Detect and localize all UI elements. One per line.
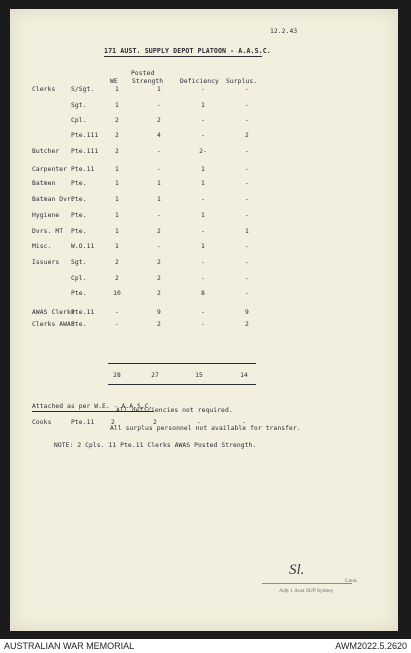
signature-stamp: Adjt 1 Aust SUP Sydney bbox=[279, 588, 334, 594]
table-cell-deficiency: 1 bbox=[201, 102, 205, 109]
table-cell-we: 1 bbox=[115, 102, 119, 109]
table-cell-we: 1 bbox=[115, 86, 119, 93]
table-cell-deficiency: 1 bbox=[201, 180, 205, 187]
table-cell-trade: AWAS Clerks bbox=[32, 309, 75, 316]
table-cell-posted: 1 bbox=[157, 180, 161, 187]
table-cell-surplus: - bbox=[245, 290, 249, 297]
table-cell-rank: Sgt. bbox=[71, 102, 87, 109]
table-cell-posted: 1 bbox=[157, 196, 161, 203]
signature-rank: Lieut. bbox=[345, 578, 358, 584]
table-cell-rank: Pte. bbox=[71, 180, 87, 187]
document-title: 171 AUST. SUPPLY DEPOT PLATOON - A.A.S.C. bbox=[104, 47, 271, 55]
attached-posted: 2 bbox=[153, 419, 157, 426]
table-cell-we: 1 bbox=[115, 180, 119, 187]
table-cell-rank: Cpl. bbox=[71, 117, 87, 124]
table-cell-trade: Hygiene bbox=[32, 212, 60, 219]
table-cell-we: - bbox=[115, 309, 119, 316]
title-underline bbox=[104, 56, 262, 57]
table-cell-deficiency: 2- bbox=[199, 148, 207, 155]
table-cell-deficiency: 8 bbox=[201, 290, 205, 297]
totals-line-bottom bbox=[108, 384, 256, 385]
footer-accession: AWM2022.5.2620 bbox=[335, 641, 407, 651]
table-cell-posted: 1 bbox=[157, 86, 161, 93]
table-cell-we: 1 bbox=[115, 228, 119, 235]
table-cell-we: 1 bbox=[115, 212, 119, 219]
table-cell-rank: Pte.11 bbox=[71, 166, 95, 173]
document-date: 12.2.43 bbox=[270, 28, 298, 35]
table-cell-posted: - bbox=[157, 148, 161, 155]
table-cell-trade: Batmen bbox=[32, 180, 56, 187]
total-posted: 27 bbox=[151, 372, 159, 379]
header-we: WE bbox=[110, 78, 118, 85]
table-cell-rank: Pte. bbox=[71, 290, 87, 297]
table-cell-rank: Cpl. bbox=[71, 275, 87, 282]
table-cell-surplus: - bbox=[245, 259, 249, 266]
table-cell-trade: Clerks bbox=[32, 86, 56, 93]
table-cell-trade: Misc. bbox=[32, 243, 52, 250]
note-surplus: All surplus personnel not available for transfer. bbox=[110, 425, 301, 432]
table-cell-rank: Pte.111 bbox=[71, 132, 99, 139]
total-we: 28 bbox=[113, 372, 121, 379]
table-cell-rank: S/Sgt. bbox=[71, 86, 95, 93]
table-cell-we: 10 bbox=[113, 290, 121, 297]
table-cell-surplus: - bbox=[245, 212, 249, 219]
table-cell-posted: - bbox=[157, 243, 161, 250]
table-cell-deficiency: - bbox=[201, 132, 205, 139]
table-cell-we: 2 bbox=[115, 132, 119, 139]
footer-institution: AUSTRALIAN WAR MEMORIAL bbox=[4, 641, 135, 651]
table-cell-we: - bbox=[115, 321, 119, 328]
attached-surplus: - bbox=[242, 419, 246, 426]
signature-line bbox=[262, 583, 352, 584]
table-cell-we: 2 bbox=[115, 117, 119, 124]
table-cell-surplus: 1 bbox=[245, 228, 249, 235]
table-cell-deficiency: - bbox=[201, 321, 205, 328]
table-cell-surplus: - bbox=[245, 86, 249, 93]
table-cell-rank: W.O.11 bbox=[71, 243, 95, 250]
table-cell-posted: - bbox=[157, 212, 161, 219]
table-cell-we: 1 bbox=[115, 196, 119, 203]
table-cell-surplus: - bbox=[245, 102, 249, 109]
table-cell-deficiency: - bbox=[201, 275, 205, 282]
header-strength: Strength bbox=[132, 78, 164, 85]
table-cell-rank: Pte. bbox=[71, 196, 87, 203]
table-cell-we: 2 bbox=[115, 148, 119, 155]
table-cell-posted: 2 bbox=[157, 290, 161, 297]
table-cell-trade: Clerks AWAS bbox=[32, 321, 75, 328]
table-cell-deficiency: - bbox=[201, 86, 205, 93]
table-cell-deficiency: 1 bbox=[201, 166, 205, 173]
header-deficiency: Deficiency bbox=[180, 78, 219, 85]
table-cell-we: 2 bbox=[115, 275, 119, 282]
header-surplus: Surplus. bbox=[226, 78, 258, 85]
table-cell-surplus: 2 bbox=[245, 132, 249, 139]
table-cell-surplus: - bbox=[245, 275, 249, 282]
totals-line-top bbox=[108, 363, 256, 364]
table-cell-surplus: - bbox=[245, 166, 249, 173]
table-cell-we: 2 bbox=[115, 259, 119, 266]
table-cell-deficiency: - bbox=[201, 259, 205, 266]
table-cell-rank: Pte.111 bbox=[71, 148, 99, 155]
attached-rank: Pte.11 bbox=[71, 419, 95, 426]
table-cell-posted: 9 bbox=[157, 309, 161, 316]
note-deficiencies: All deficiencies not required. bbox=[116, 407, 233, 414]
table-cell-rank: Pte. bbox=[71, 228, 87, 235]
table-cell-posted: 4 bbox=[157, 132, 161, 139]
table-cell-posted: 2 bbox=[157, 275, 161, 282]
total-deficiency: 15 bbox=[195, 372, 203, 379]
table-cell-rank: Sgt. bbox=[71, 259, 87, 266]
table-cell-trade: Batman Dvr. bbox=[32, 196, 75, 203]
table-cell-deficiency: - bbox=[201, 309, 205, 316]
signature-mark: Sl. bbox=[289, 562, 305, 578]
attached-trade: Cooks bbox=[32, 419, 52, 426]
table-cell-we: 1 bbox=[115, 243, 119, 250]
note-awas: NOTE: 2 Cpls. 11 Pte.11 Clerks AWAS Posted Strength. bbox=[54, 442, 257, 449]
table-cell-posted: 2 bbox=[157, 228, 161, 235]
table-cell-surplus: - bbox=[245, 148, 249, 155]
attached-we: 2 bbox=[111, 419, 115, 426]
table-cell-posted: - bbox=[157, 166, 161, 173]
table-cell-trade: Butcher bbox=[32, 148, 60, 155]
table-cell-trade: Dvrs. MT bbox=[32, 228, 64, 235]
attached-heading: Attached as per W.E. - A.A.S.C. bbox=[32, 403, 153, 410]
table-cell-rank: Pte. bbox=[71, 321, 87, 328]
table-cell-surplus: 9 bbox=[245, 309, 249, 316]
table-cell-we: 1 bbox=[115, 166, 119, 173]
header-posted: Posted bbox=[131, 70, 155, 77]
table-cell-deficiency: - bbox=[201, 228, 205, 235]
table-cell-posted: - bbox=[157, 102, 161, 109]
table-cell-surplus: - bbox=[245, 180, 249, 187]
table-cell-deficiency: - bbox=[201, 196, 205, 203]
table-cell-surplus: - bbox=[245, 196, 249, 203]
table-cell-trade: Carpenter bbox=[32, 166, 68, 173]
table-cell-surplus: - bbox=[245, 243, 249, 250]
archive-footer bbox=[0, 639, 411, 653]
table-cell-posted: 2 bbox=[157, 321, 161, 328]
table-cell-deficiency: 1 bbox=[201, 212, 205, 219]
table-cell-surplus: 2 bbox=[245, 321, 249, 328]
table-cell-rank: Pte.11 bbox=[71, 309, 95, 316]
table-cell-posted: 2 bbox=[157, 117, 161, 124]
table-cell-posted: 2 bbox=[157, 259, 161, 266]
table-cell-deficiency: 1 bbox=[201, 243, 205, 250]
table-cell-surplus: - bbox=[245, 117, 249, 124]
table-cell-rank: Pte. bbox=[71, 212, 87, 219]
table-cell-deficiency: - bbox=[201, 117, 205, 124]
table-cell-trade: Issuers bbox=[32, 259, 60, 266]
total-surplus: 14 bbox=[240, 372, 248, 379]
attached-deficiency: - bbox=[197, 419, 201, 426]
